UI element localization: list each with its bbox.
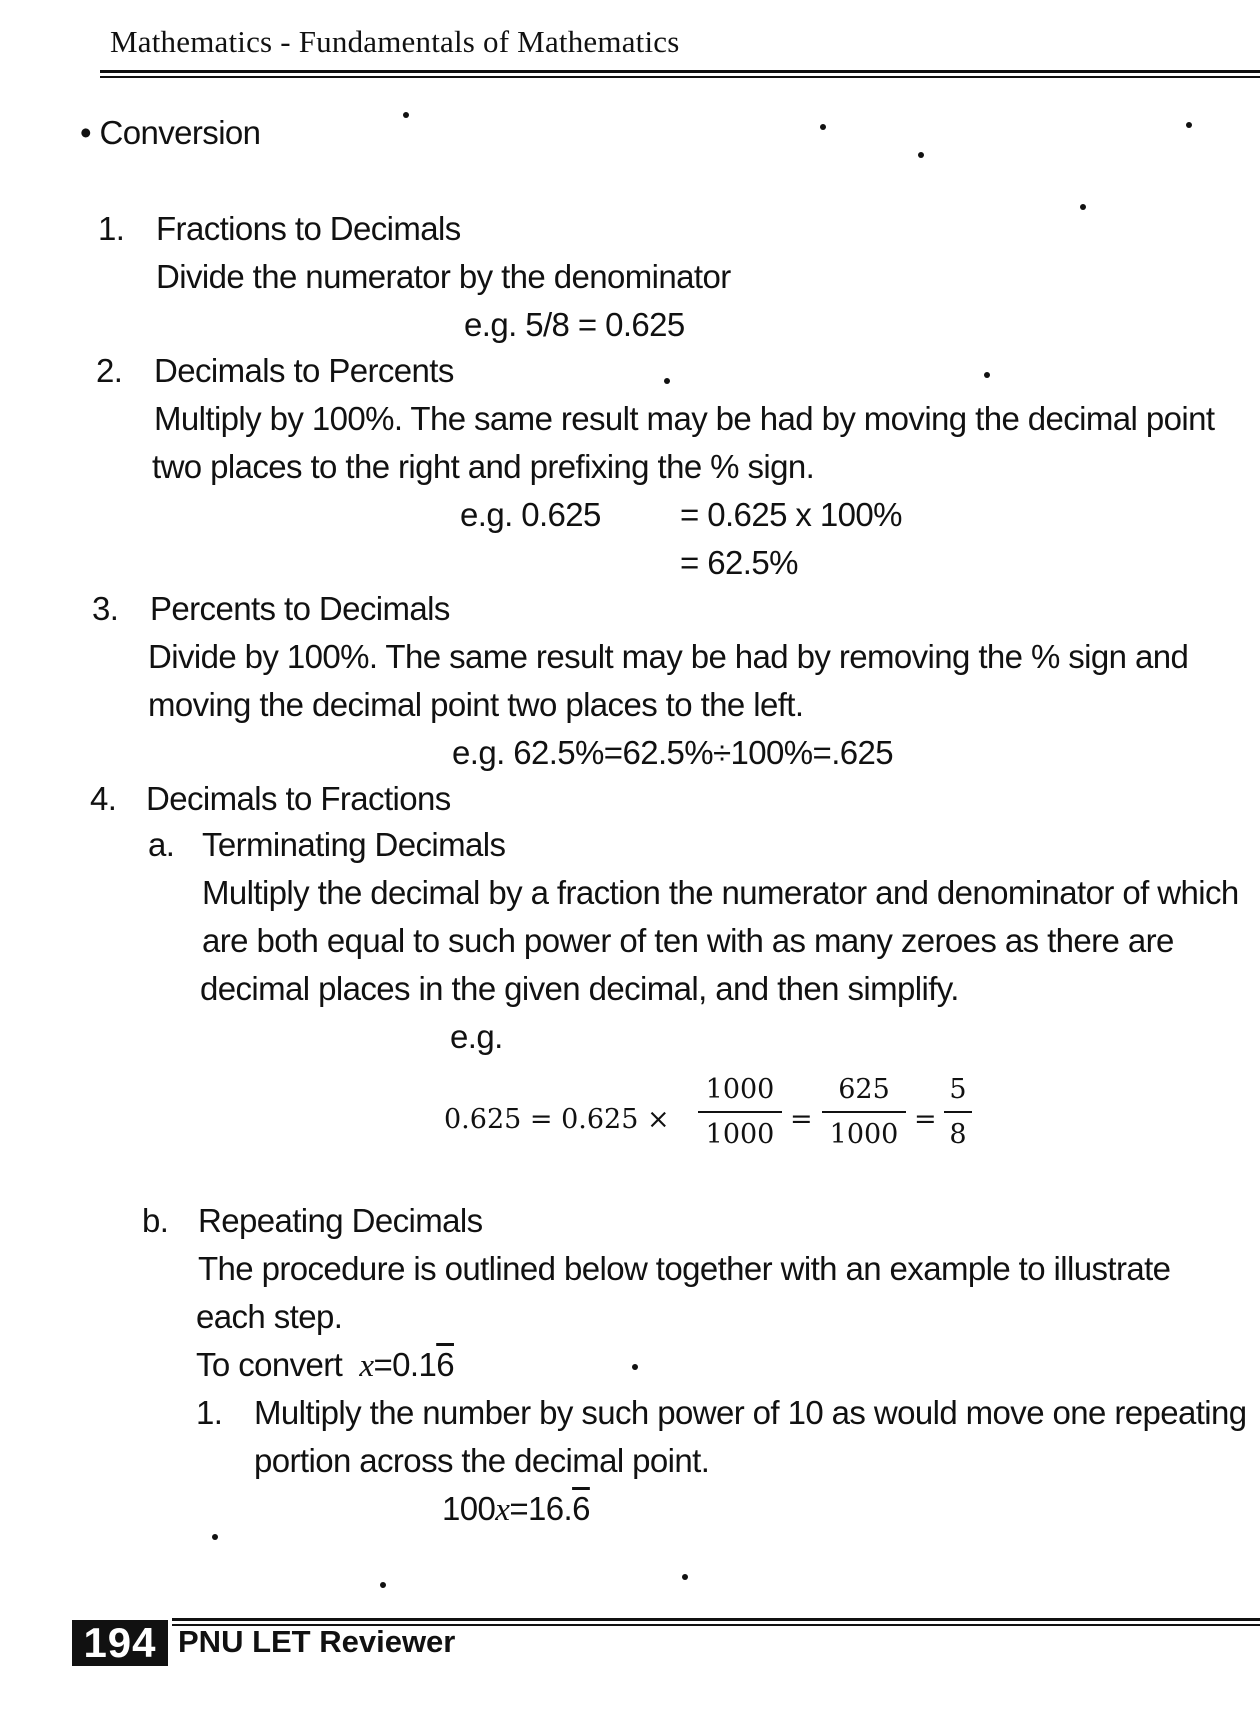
convert-variable: x (359, 1348, 374, 1384)
scan-speck (632, 1364, 638, 1370)
item-4a-label: a. (148, 826, 175, 863)
item-1-title: Fractions to Decimals (156, 210, 461, 247)
scan-speck (984, 372, 990, 378)
item-4-title: Decimals to Fractions (146, 780, 451, 817)
convert-repeat: 6 (436, 1346, 454, 1383)
item-2-number: 2. (96, 352, 123, 389)
fraction-1000-over-1000 (698, 1074, 782, 1150)
item-2-title: Decimals to Percents (154, 352, 454, 389)
scan-speck (1186, 122, 1192, 128)
footer-rule (172, 1618, 1260, 1621)
item-1-example: e.g. 5/8 = 0.625 (464, 306, 685, 343)
footer-title: PNU LET Reviewer (178, 1624, 456, 1659)
fraction-5-over-8 (944, 1074, 972, 1150)
step-1-text-2: portion across the decimal point. (254, 1442, 710, 1479)
scan-speck (403, 112, 409, 118)
scan-speck (664, 378, 670, 384)
item-4a-title: Terminating Decimals (202, 826, 506, 863)
convert-value: =0.1 (373, 1346, 437, 1383)
fraction-2-numerator: 625 (838, 1074, 890, 1105)
item-3-example: e.g. 62.5%=62.5%÷100%=.625 (452, 734, 894, 771)
item-4b-text-1: The procedure is outlined below together with an example to illustrate (198, 1250, 1171, 1287)
fraction-1-bar (698, 1111, 782, 1113)
header-rule-2 (100, 76, 1260, 78)
step-1-repeat: 6 (572, 1490, 590, 1527)
convert-label: To convert (196, 1346, 343, 1383)
scan-speck (1080, 204, 1086, 210)
step-1-value: =16. (509, 1490, 573, 1527)
item-1-text: Divide the numerator by the denominator (156, 258, 731, 295)
equation-lhs: 0.625 = 0.625 × (444, 1104, 670, 1135)
scan-speck (212, 1534, 218, 1540)
step-1-equation (442, 1492, 590, 1527)
item-2-example-line-2: = 62.5% (680, 544, 798, 581)
item-4b-label: b. (142, 1202, 169, 1239)
fraction-3-bar (944, 1111, 972, 1113)
fraction-1-denominator: 1000 (705, 1119, 775, 1150)
item-4b-title: Repeating Decimals (198, 1202, 483, 1239)
fraction-2-bar (822, 1111, 906, 1113)
scan-speck (820, 124, 826, 130)
equation-equals-1: = (790, 1104, 813, 1135)
fraction-2-denominator: 1000 (829, 1119, 899, 1150)
section-title: • Conversion (80, 114, 261, 151)
step-1-number: 1. (196, 1394, 223, 1431)
page-number: 194 (72, 1620, 168, 1666)
item-4a-text-3: decimal places in the given decimal, and then simplify. (200, 970, 959, 1007)
item-4a-eg: e.g. (450, 1018, 503, 1055)
item-3-text-2: moving the decimal point two places to the left. (148, 686, 804, 723)
item-2-example-line-1: = 0.625 x 100% (680, 496, 902, 533)
item-4-number: 4. (90, 780, 117, 817)
item-4b-text-2: each step. (196, 1298, 343, 1335)
item-2-text-2: two places to the right and prefixing the % sign. (152, 448, 815, 485)
item-4a-text-2: are both equal to such power of ten with as many zeroes as there are (202, 922, 1174, 959)
scan-speck (682, 1574, 688, 1580)
scan-speck (380, 1582, 386, 1588)
item-2-example-label: e.g. 0.625 (460, 496, 601, 533)
item-1-number: 1. (98, 210, 125, 247)
fraction-625-over-1000 (822, 1074, 906, 1150)
equation-equals-2: = (914, 1104, 937, 1135)
item-4a-text-1: Multiply the decimal by a fraction the numerator and denominator of which (202, 874, 1239, 911)
item-2-text-1: Multiply by 100%. The same result may be had by moving the decimal point (154, 400, 1215, 437)
fraction-3-numerator: 5 (949, 1074, 967, 1105)
item-3-number: 3. (92, 590, 119, 627)
header-rule (100, 70, 1260, 73)
step-1-variable: x (495, 1492, 510, 1528)
convert-line (196, 1348, 454, 1383)
item-3-text-1: Divide by 100%. The same result may be had by removing the % sign and (148, 638, 1189, 675)
scan-speck (918, 152, 924, 158)
running-header: Mathematics - Fundamentals of Mathematics (110, 24, 680, 59)
item-3-title: Percents to Decimals (150, 590, 450, 627)
fraction-1-numerator: 1000 (705, 1074, 775, 1105)
step-1-coefficient: 100 (442, 1490, 496, 1527)
fraction-3-denominator: 8 (949, 1119, 967, 1150)
step-1-text-1: Multiply the number by such power of 10 as would move one repeating (254, 1394, 1247, 1431)
